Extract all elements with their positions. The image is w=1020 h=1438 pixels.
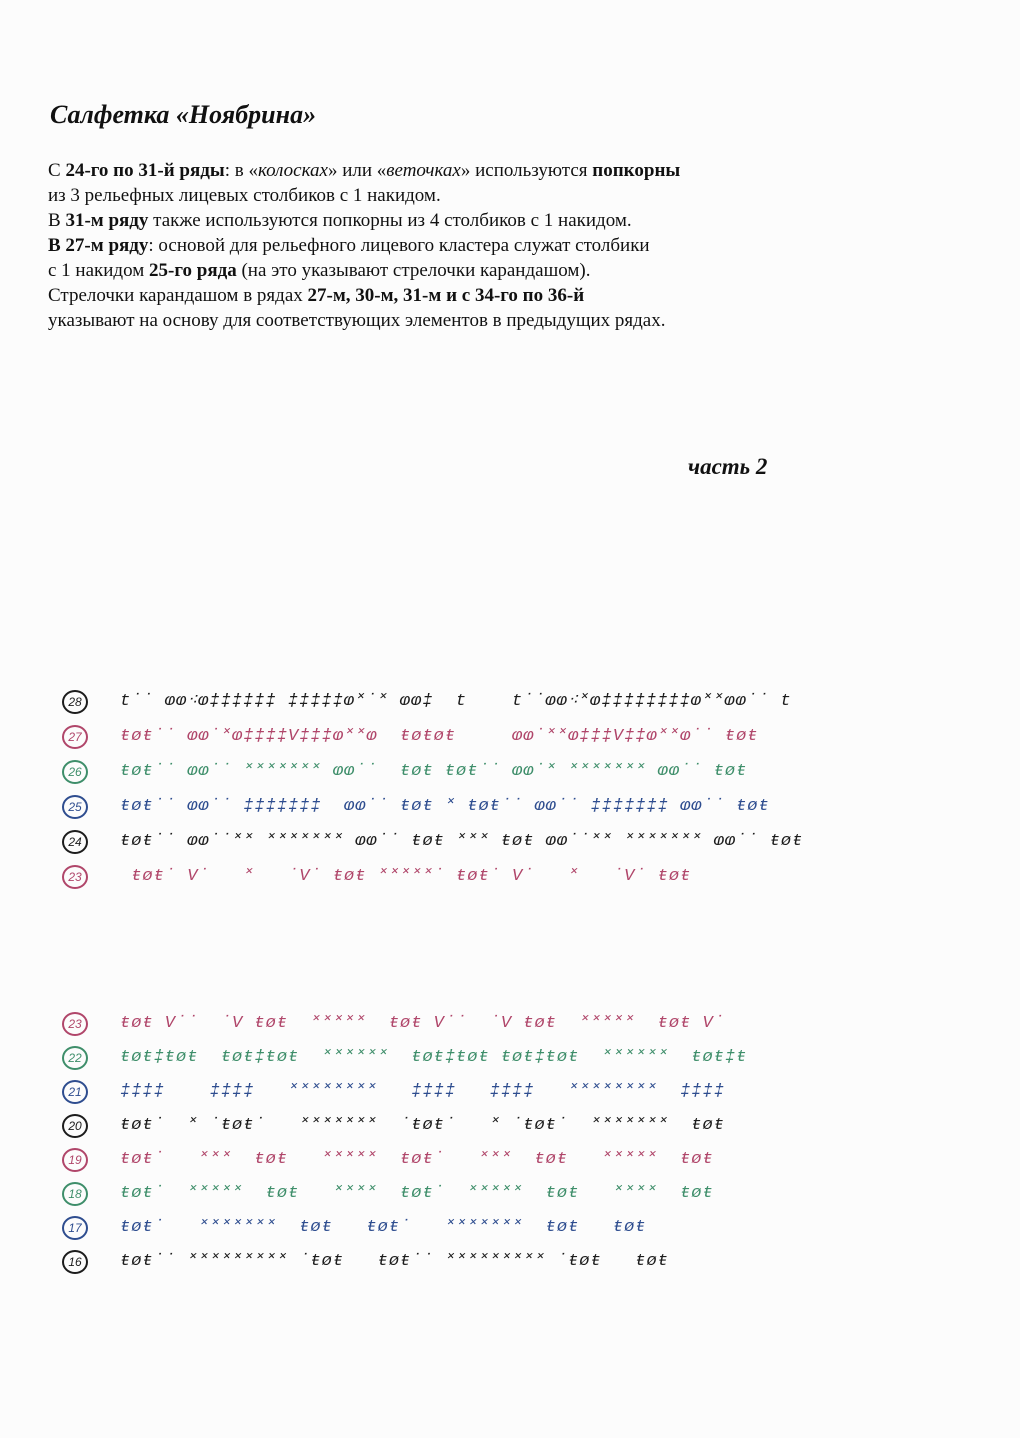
instructions-line-1: С 24-го по 31-й ряды: в «колосках» или «веточках» используются попкорны — [48, 160, 681, 181]
diagram-row — [60, 1182, 960, 1210]
diagram-row — [60, 830, 960, 858]
instructions-line-3: В 31-м ряду также используются попкорны из 4 столбиков с 1 накидом. — [48, 210, 632, 231]
row-stitch-symbols: ŧøŧ˙˙ ⱷⱷ˙˙ ˟˟˟˟˟˟˟ ⱷⱷ˙˙ ŧøŧ ŧøŧ˙˙ ⱷⱷ˙˟ ˟˟˟˟˟˟˟ ⱷⱷ˙˙ ŧøŧ — [120, 762, 748, 781]
row-stitch-symbols: ŧøŧ˙ ˟˟˟ ŧøŧ ˟˟˟˟˟ ŧøŧ˙ ˟˟˟ ŧøŧ ˟˟˟˟˟ ŧøŧ — [120, 1150, 714, 1169]
row-stitch-symbols: ŧøŧ V˙˙ ˙V ŧøŧ ˟˟˟˟˟ ŧøŧ V˙˙ ˙V ŧøŧ ˟˟˟˟˟ ŧøŧ V˙ — [120, 1014, 725, 1033]
instructions-line-6: Стрелочки карандашом в рядах 27-м, 30-м, 31-м и с 34-го по 36-й — [48, 285, 585, 306]
row-number-badge: 20 — [62, 1114, 88, 1138]
row-stitch-symbols: ŧøŧ˙ ˟ ˙ŧøŧ˙ ˟˟˟˟˟˟˟ ˙ŧøŧ˙ ˟ ˙ŧøŧ˙ ˟˟˟˟˟˟˟ ŧøŧ — [120, 1116, 725, 1135]
diagram-row — [60, 760, 960, 788]
page-title: Салфетка «Ноябрина» — [50, 100, 317, 129]
row-stitch-symbols: t˙˙ ⱷⱷ⁖ⱷ‡‡‡‡‡‡ ‡‡‡‡‡ⱷ˟˙˟ ⱷⱷ‡ t t˙˙ⱷⱷ⁖˟ⱷ‡‡‡‡‡‡‡‡ⱷ˟˟ⱷⱷ˙˙ t — [120, 692, 792, 711]
diagram-row — [60, 1046, 960, 1074]
diagram-row — [60, 1216, 960, 1244]
row-stitch-symbols: ŧøŧ˙˙ ˟˟˟˟˟˟˟˟˟ ˙ŧøŧ ŧøŧ˙˙ ˟˟˟˟˟˟˟˟˟ ˙ŧøŧ ŧøŧ — [120, 1252, 669, 1271]
row-stitch-symbols: ŧøŧ˙ V˙ ˟ ˙V˙ ŧøŧ ˟˟˟˟˟˙ ŧøŧ˙ V˙ ˟ ˙V˙ ŧøŧ — [120, 867, 692, 886]
diagram-row — [60, 1080, 960, 1108]
diagram-row — [60, 795, 960, 823]
row-stitch-symbols: ŧøŧ˙ ˟˟˟˟˟˟˟ ŧøŧ ŧøŧ˙ ˟˟˟˟˟˟˟ ŧøŧ ŧøŧ — [120, 1218, 647, 1237]
instructions-line-5: с 1 накидом 25-го ряда (на это указывают стрелочки карандашом). — [48, 260, 591, 281]
row-number-badge: 16 — [62, 1250, 88, 1274]
part-label: часть 2 — [688, 454, 768, 479]
diagram-row — [60, 1250, 960, 1278]
row-stitch-symbols: ŧøŧ˙˙ ⱷⱷ˙˙ ‡‡‡‡‡‡‡ ⱷⱷ˙˙ ŧøŧ ˟ ŧøŧ˙˙ ⱷⱷ˙˙ ‡‡‡‡‡‡‡ ⱷⱷ˙˙ ŧøŧ — [120, 797, 770, 816]
row-number-badge: 19 — [62, 1148, 88, 1172]
instructions-line-7: указывают на основу для соответствующих элементов в предыдущих рядах. — [48, 310, 666, 331]
row-number-badge: 27 — [62, 725, 88, 749]
row-number-badge: 28 — [62, 690, 88, 714]
row-stitch-symbols: ‡‡‡‡ ‡‡‡‡ ˟˟˟˟˟˟˟˟ ‡‡‡‡ ‡‡‡‡ ˟˟˟˟˟˟˟˟ ‡‡‡‡ — [120, 1082, 725, 1101]
row-stitch-symbols: ŧøŧ˙˙ ⱷⱷ˙˙˟˟ ˟˟˟˟˟˟˟ ⱷⱷ˙˙ ŧøŧ ˟˟˟ ŧøŧ ⱷⱷ˙˙˟˟ ˟˟˟˟˟˟˟ ⱷⱷ˙˙ ŧøŧ — [120, 832, 804, 851]
instructions-text — [48, 158, 978, 333]
row-number-badge: 23 — [62, 1012, 88, 1036]
diagram-row — [60, 1114, 960, 1142]
row-number-badge: 17 — [62, 1216, 88, 1240]
row-number-badge: 24 — [62, 830, 88, 854]
instructions-line-4: В 27-м ряду: основой для рельефного лицевого кластера служат столбики — [48, 235, 650, 256]
diagram-row — [60, 690, 960, 718]
row-number-badge: 21 — [62, 1080, 88, 1104]
row-stitch-symbols: ŧøŧ˙˙ ⱷⱷ˙˟ⱷ‡‡‡‡V‡‡‡ⱷ˟˟ⱷ ŧøŧøŧ ⱷⱷ˙˟˟ⱷ‡‡‡V‡‡ⱷ˟˟ⱷ˙˙ ŧøŧ — [120, 727, 759, 746]
row-number-badge: 26 — [62, 760, 88, 784]
diagram-row — [60, 1148, 960, 1176]
instructions-line-2: из 3 рельефных лицевых столбиков с 1 накидом. — [48, 185, 441, 206]
diagram-row — [60, 865, 960, 893]
diagram-row — [60, 1012, 960, 1040]
row-number-badge: 23 — [62, 865, 88, 889]
row-number-badge: 25 — [62, 795, 88, 819]
diagram-row — [60, 725, 960, 753]
row-stitch-symbols: ŧøŧ‡ŧøŧ ŧøŧ‡ŧøŧ ˟˟˟˟˟˟ ŧøŧ‡ŧøŧ ŧøŧ‡ŧøŧ ˟˟˟˟˟˟ ŧøŧ‡ŧ — [120, 1048, 748, 1067]
row-number-badge: 22 — [62, 1046, 88, 1070]
row-stitch-symbols: ŧøŧ˙ ˟˟˟˟˟ ŧøŧ ˟˟˟˟ ŧøŧ˙ ˟˟˟˟˟ ŧøŧ ˟˟˟˟ ŧøŧ — [120, 1184, 714, 1203]
row-number-badge: 18 — [62, 1182, 88, 1206]
